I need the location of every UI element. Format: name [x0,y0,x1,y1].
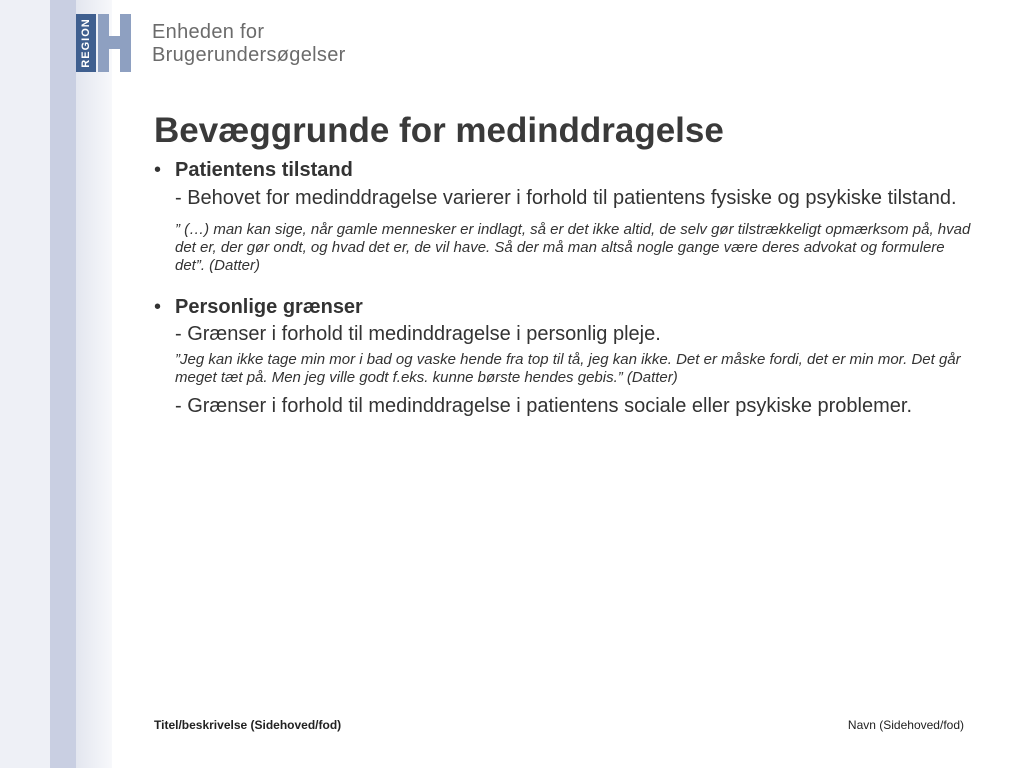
region-logo-text: REGION [80,18,92,68]
bullet-quote: ”Jeg kan ikke tage min mor i bad og vaske hende fra top til tå, jeg kan ikke. Det er måske fordi, det er min mor. Det går meget tæt på. Men jeg ville godt f.eks. kunne børste hendes gebis.” (Datter) [175,351,961,386]
bullet-item [154,158,974,275]
region-h-logo [76,14,134,72]
org-name-line2: Brugerundersøgelser [152,44,346,66]
bullet-item [154,295,974,419]
bullet-quote: ” (…) man kan sige, når gamle mennesker er indlagt, så er det ikke altid, de selv gør tilstrækkeligt opmærksom på, hvad det er, der gør ondt, og hvad det er, de vil have. Så der må man altså nogle gange være deres advokat og formulere det”. (Datter) [175,221,971,274]
left-band-fade [76,0,112,768]
bullet-heading: Patientens tilstand [175,159,353,181]
bullet-dot-icon: • [154,296,162,318]
slide-content [154,158,974,419]
footer-title: Titel/beskrivelse (Sidehoved/fod) [154,718,342,732]
slide-title: Bevæggrunde for medinddragelse [154,111,724,150]
bullet-heading: Personlige grænser [175,296,363,318]
bullet-dot-icon: • [154,159,162,181]
organization-name [152,21,346,67]
bullet-subtext: - Grænser i forhold til medinddragelse i patientens sociale eller psykiske problemer. [175,395,913,417]
org-name-line1: Enheden for [152,21,265,43]
region-logo-strip [76,14,96,72]
bullet-subtext: - Grænser i forhold til medinddragelse i personlig pleje. [175,323,661,345]
footer-name: Navn (Sidehoved/fod) [847,718,964,732]
left-decorative-band [0,0,50,768]
bullet-subtext: - Behovet for medinddragelse varierer i forhold til patientens fysiske og psykiske tilstand. [175,187,957,209]
left-accent-band [50,0,76,768]
h-logo-icon [96,14,134,72]
